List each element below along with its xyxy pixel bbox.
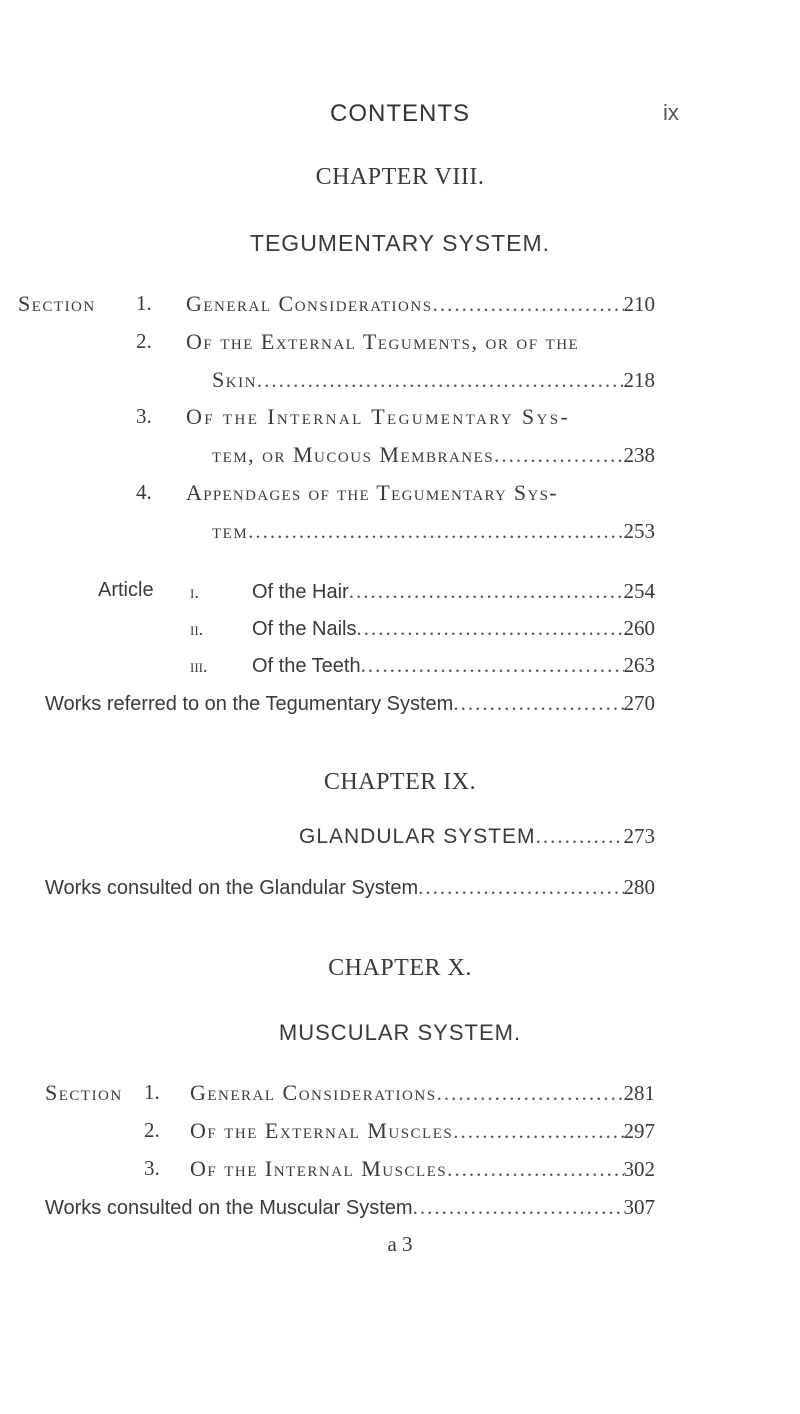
entry-title-line2: tem, or Mucous Membranes: [212, 442, 495, 467]
entry-number: 2.: [144, 1118, 160, 1142]
entry-number: 3.: [144, 1156, 160, 1180]
leader-dots: [257, 368, 624, 393]
entry-number: 1.: [144, 1080, 160, 1104]
leader-dots: [447, 1157, 623, 1182]
toc-entry-works-9: [45, 875, 655, 900]
entry-title: Of the External Muscles: [190, 1118, 454, 1143]
article-label: Article: [98, 579, 154, 601]
toc-entry-10-2: [144, 1118, 655, 1144]
entry-page: 302: [623, 1157, 655, 1181]
chapter-9-title: CHAPTER IX.: [323, 769, 477, 795]
leader-dots: [248, 519, 623, 544]
entry-number: 1.: [136, 291, 152, 315]
leader-dots: [356, 616, 623, 641]
entry-title: General Considerations: [190, 1080, 437, 1105]
entry-number: 2.: [136, 329, 152, 353]
leader-dots: [433, 292, 624, 317]
toc-entry-8-3: [212, 442, 655, 468]
entry-title: GLANDULAR SYSTEM: [299, 825, 536, 848]
leader-dots: [413, 1195, 624, 1220]
entry-page: 210: [623, 292, 655, 316]
entry-number: iii.: [190, 656, 208, 676]
toc-entry-article-1: [190, 579, 655, 604]
entry-number: ii.: [190, 619, 204, 639]
toc-entry-works-8: [45, 691, 655, 716]
leader-dots: [349, 579, 624, 604]
toc-entry-10-1: [144, 1080, 655, 1106]
leader-dots: [453, 1119, 623, 1144]
entry-page: 263: [623, 653, 655, 677]
entry-page: 218: [623, 368, 655, 392]
chapter-8-system: TEGUMENTARY SYSTEM.: [249, 230, 551, 256]
entry-title: Works referred to on the Tegumentary System: [45, 693, 454, 715]
entry-title: Of the Nails: [252, 618, 357, 640]
entry-title-line1: Appendages of the Tegumentary Sys-: [186, 480, 558, 505]
entry-title: Of the Hair: [252, 581, 349, 603]
entry-page: 273: [623, 824, 655, 848]
toc-entry-article-2: [190, 616, 655, 641]
toc-entry-article-3: [190, 653, 655, 678]
entry-page: 297: [623, 1119, 655, 1143]
toc-entry-9-system: [299, 824, 655, 849]
entry-title: Of the Internal Muscles: [190, 1156, 448, 1181]
toc-entry-10-3: [144, 1156, 655, 1182]
entry-number: 4.: [136, 480, 152, 504]
leader-dots: [418, 875, 623, 900]
section-label: Section: [45, 1080, 123, 1105]
entry-title: Works consulted on the Glandular System: [45, 877, 419, 899]
chapter-10-system: MUSCULAR SYSTEM.: [278, 1020, 522, 1045]
entry-title-line1: Of the Internal Tegumentary Sys-: [186, 404, 571, 429]
entry-title: General Considerations: [186, 291, 433, 316]
entry-title: Of the Teeth: [252, 655, 361, 677]
page-number: ix: [663, 100, 679, 125]
toc-entry-works-10: [45, 1195, 655, 1220]
entry-page: 307: [623, 1195, 655, 1219]
chapter-8-title: CHAPTER VIII.: [315, 164, 485, 190]
entry-page: 280: [623, 875, 655, 899]
leader-dots: [437, 1081, 624, 1106]
entry-title-line2: Skin: [212, 367, 257, 392]
entry-title: Works consulted on the Muscular System: [45, 1197, 413, 1219]
signature-mark: a 3: [387, 1232, 413, 1256]
running-header-title: CONTENTS: [330, 100, 470, 127]
leader-dots: [536, 824, 624, 849]
leader-dots: [494, 443, 623, 468]
entry-page: 238: [623, 443, 655, 467]
chapter-10-title: CHAPTER X.: [328, 955, 472, 981]
toc-entry-8-4: [212, 518, 655, 544]
toc-entry-8-2: [212, 367, 655, 393]
leader-dots: [453, 691, 623, 716]
leader-dots: [361, 653, 624, 678]
entry-number: 3.: [136, 404, 152, 428]
entry-page: 254: [623, 579, 655, 603]
entry-page: 281: [623, 1081, 655, 1105]
entry-page: 270: [623, 691, 655, 715]
section-label: Section: [18, 291, 96, 316]
entry-title-line1: Of the External Teguments, or of the: [186, 329, 580, 354]
entry-title-line2: tem: [212, 518, 249, 543]
entry-number: i.: [190, 582, 199, 602]
entry-page: 253: [623, 519, 655, 543]
toc-entry-8-1: [136, 291, 655, 317]
entry-page: 260: [623, 616, 655, 640]
